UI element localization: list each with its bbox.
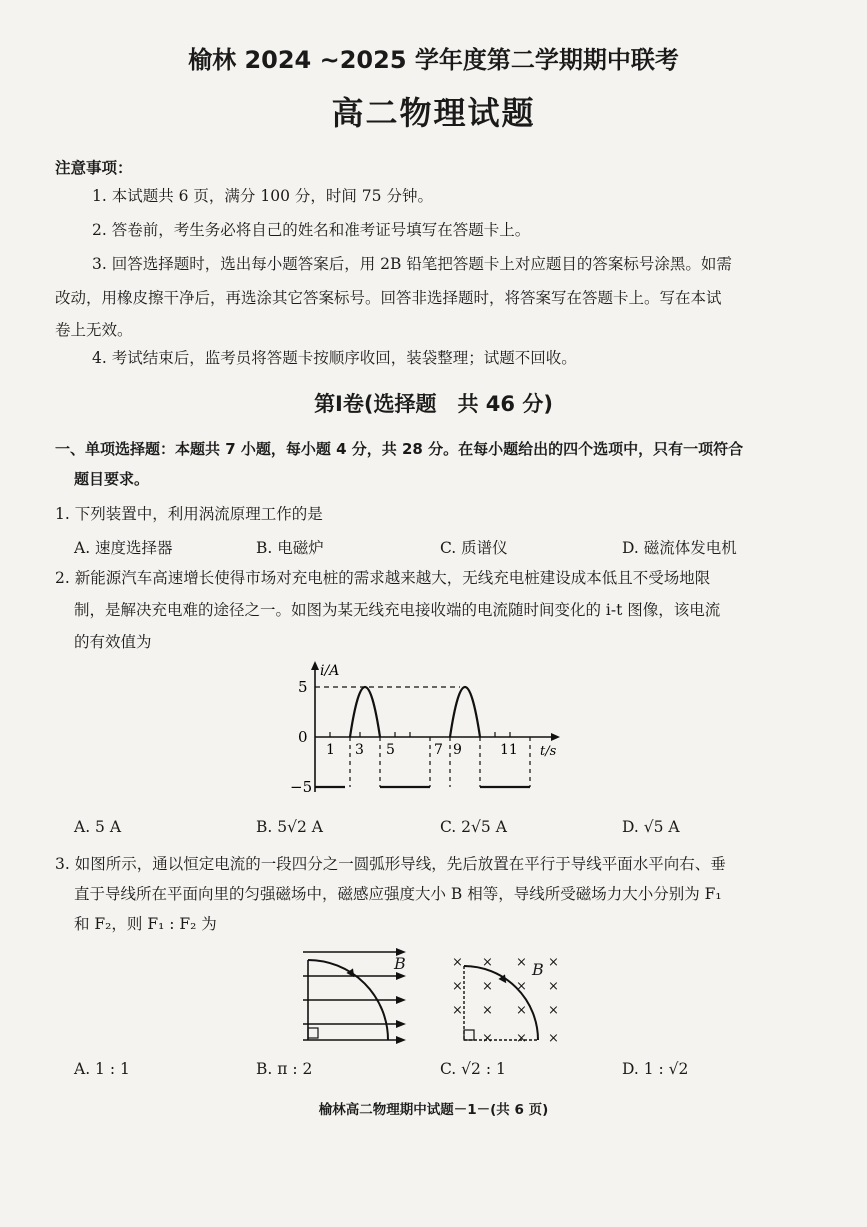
q1-option-c: C. 质谱仪 (440, 539, 508, 557)
x-tick-label: 3 (355, 742, 364, 758)
y-tick-label: 0 (298, 728, 308, 746)
svg-text:×: × (516, 1031, 527, 1046)
note-item: 卷上无效。 (55, 321, 133, 339)
x-tick-label: 11 (500, 742, 518, 758)
y-axis-label: i/A (320, 663, 340, 679)
page-footer: 榆林高二物理期中试题－1－(共 6 页) (318, 1102, 549, 1118)
field-label-b: B (532, 960, 544, 979)
subject-title: 高二物理试题 (331, 94, 536, 132)
question-3-stem: 直于导线所在平面向里的匀强磁场中，磁感应强度大小 B 相等，导线所受磁场力大小分别为 F₁ (74, 885, 722, 903)
sine-pulse (450, 687, 480, 737)
note-item: 1. 本试题共 6 页，满分 100 分，时间 75 分钟。 (92, 187, 433, 205)
note-item: 3. 回答选择题时，选出每小题答案后，用 2B 铅笔把答题卡上对应题目的答案标号涂黑。如需 (92, 255, 732, 273)
y-tick-label: 5 (298, 678, 308, 696)
q3-option-c: C. √2 : 1 (440, 1060, 506, 1078)
svg-text:×: × (452, 1003, 463, 1018)
svg-text:×: × (548, 1031, 559, 1046)
sine-pulse (350, 687, 380, 737)
svg-text:×: × (516, 1003, 527, 1018)
note-item: 改动，用橡皮擦干净后，再选涂其它答案标号。回答非选择题时，将答案写在答题卡上。写在本试 (55, 289, 722, 307)
q1-option-b: B. 电磁炉 (256, 539, 324, 557)
svg-text:×: × (482, 1003, 493, 1018)
section-title: 第Ⅰ卷(选择题 共 46 分) (314, 392, 553, 416)
exam-title: 榆林 2024 ~2025 学年度第二学期期中联考 (188, 46, 679, 74)
y-axis-arrow (311, 661, 319, 670)
right-angle-mark (464, 1030, 474, 1040)
q3-option-d: D. 1 : √2 (622, 1060, 689, 1078)
q2-option-a: A. 5 A (74, 818, 122, 836)
question-2-stem: 制，是解决充电难的途径之一。如图为某无线充电接收端的电流随时间变化的 i-t 图像，该电流 (74, 601, 721, 619)
question-2-stem: 的有效值为 (74, 633, 152, 651)
x-tick-label: 7 (434, 742, 443, 758)
q3-figure-into-page-field (448, 950, 568, 1050)
question-3-stem: 和 F₂，则 F₁ : F₂ 为 (74, 915, 217, 933)
svg-text:×: × (482, 1031, 493, 1046)
svg-text:×: × (452, 955, 463, 970)
section-intro: 题目要求。 (74, 470, 150, 488)
svg-text:×: × (548, 955, 559, 970)
svg-text:×: × (548, 979, 559, 994)
svg-text:×: × (516, 979, 527, 994)
note-item: 2. 答卷前，考生务必将自己的姓名和准考证号填写在答题卡上。 (92, 221, 531, 239)
question-2-stem: 2. 新能源汽车高速增长使得市场对充电桩的需求越来越大，无线充电桩建设成本低且不受场地限 (55, 569, 711, 587)
x-axis-arrow (551, 733, 560, 741)
q3-option-b: B. π : 2 (256, 1060, 313, 1078)
notes-heading: 注意事项： (55, 159, 133, 177)
svg-text:×: × (452, 979, 463, 994)
question-1-stem: 1. 下列装置中，利用涡流原理工作的是 (55, 505, 323, 523)
x-tick-label: 1 (326, 742, 335, 758)
q1-option-d: D. 磁流体发电机 (622, 539, 737, 557)
svg-text:×: × (482, 955, 493, 970)
q2-option-d: D. √5 A (622, 818, 680, 836)
right-angle-mark (308, 1028, 318, 1038)
x-axis-label: t/s (540, 744, 557, 759)
svg-text:×: × (482, 979, 493, 994)
section-intro: 一、单项选择题：本题共 7 小题，每小题 4 分，共 28 分。在每小题给出的四个选项中，只有一项符合 (55, 440, 744, 458)
y-tick-label: −5 (290, 778, 313, 796)
q2-option-c: C. 2√5 A (440, 818, 507, 836)
q2-option-b: B. 5√2 A (256, 818, 323, 836)
current-time-graph (290, 655, 590, 805)
q1-option-a: A. 速度选择器 (74, 539, 173, 557)
question-3-stem: 3. 如图所示，通以恒定电流的一段四分之一圆弧形导线，先后放置在平行于导线平面水平向右、垂 (55, 855, 726, 873)
q3-option-a: A. 1 : 1 (74, 1060, 130, 1078)
note-item: 4. 考试结束后，监考员将答题卡按顺序收回，装袋整理；试题不回收。 (92, 349, 577, 367)
x-tick-label: 5 (386, 742, 395, 758)
x-tick-label: 9 (453, 742, 462, 758)
svg-text:×: × (516, 955, 527, 970)
field-label-b: B (394, 954, 406, 973)
svg-text:×: × (548, 1003, 559, 1018)
